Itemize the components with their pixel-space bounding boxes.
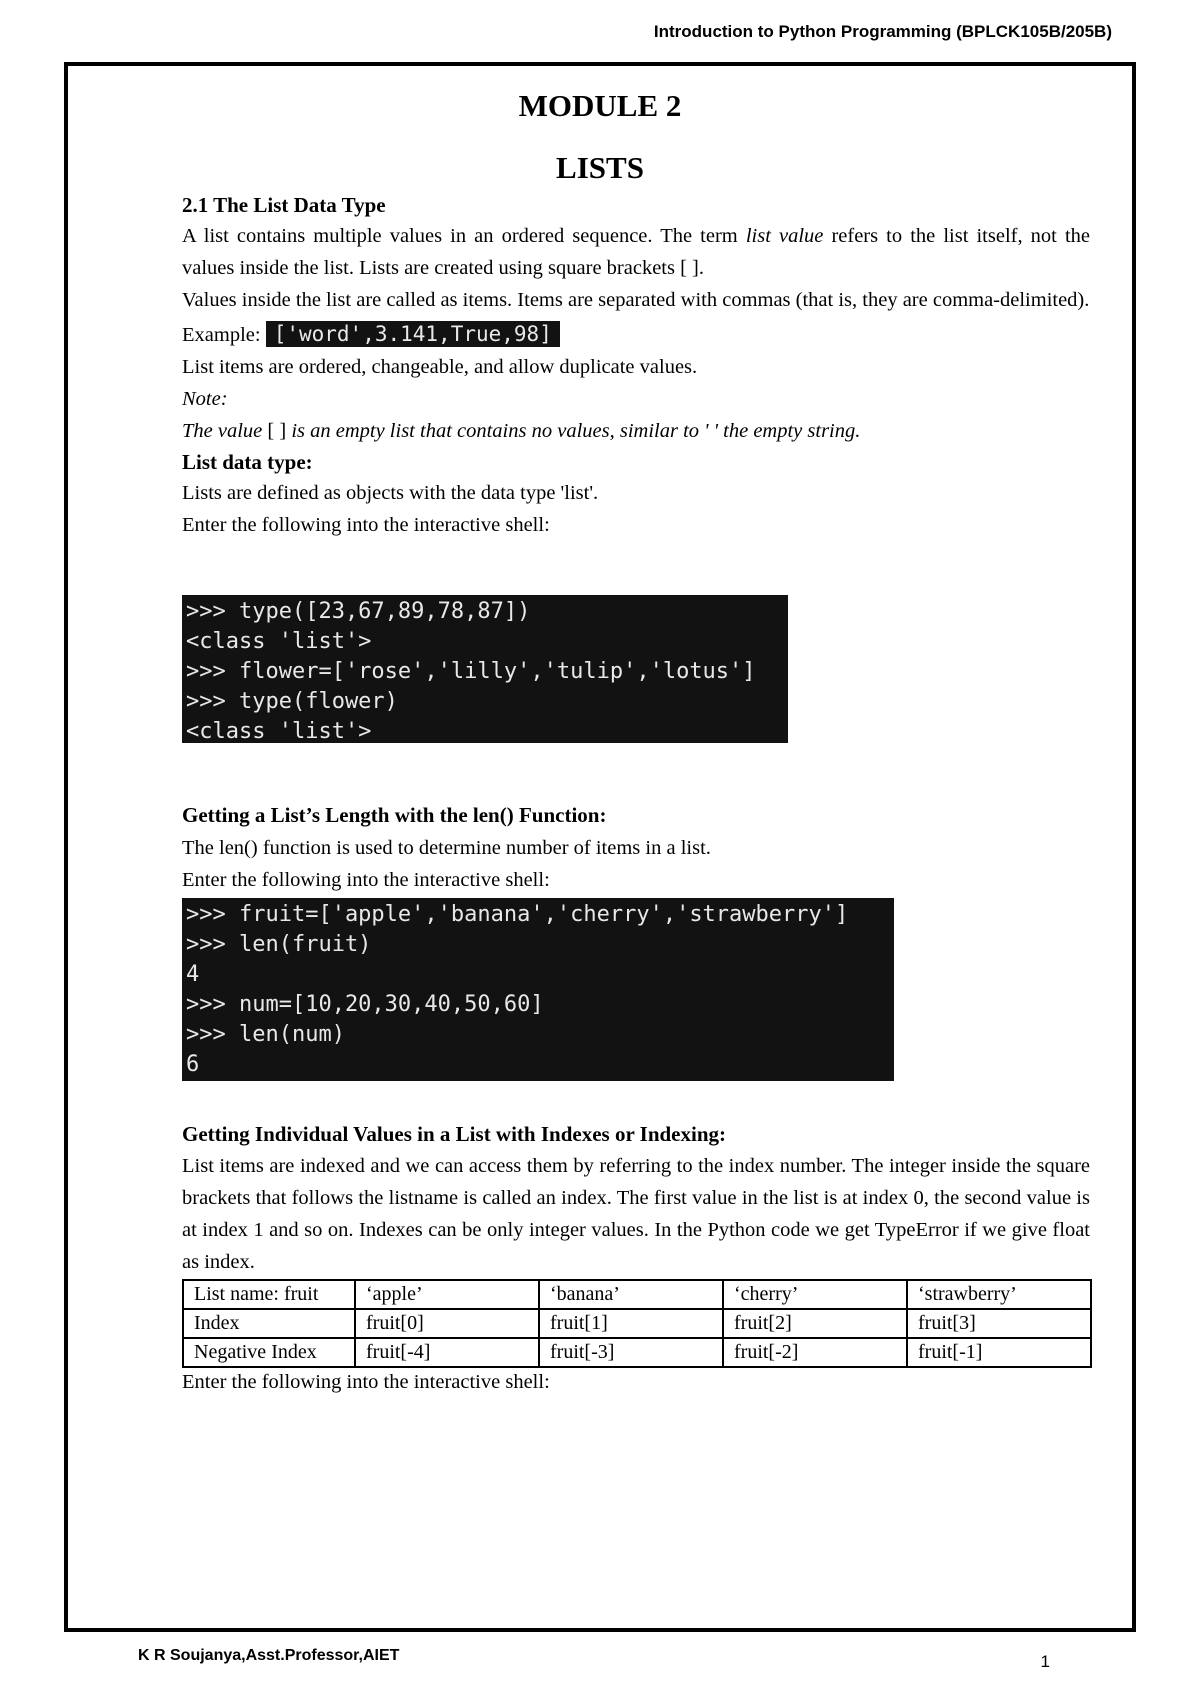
table-row: [183, 1309, 1091, 1338]
index-table: [182, 1279, 1092, 1368]
footer-author: K R Soujanya,Asst.Professor,AIET: [138, 1647, 400, 1664]
module-title: MODULE 2: [518, 88, 682, 123]
table-cell: ‘apple’: [355, 1280, 539, 1309]
table-cell: ‘strawberry’: [907, 1280, 1091, 1309]
section-2-1: [182, 190, 1090, 541]
section-heading: List data type:: [182, 450, 313, 474]
paragraph: Values inside the list are called as items. Items are separated with commas (that is, they are comma-delimited).: [182, 289, 1090, 311]
paragraph: List items are indexed and we can access them by referring to the index number. The integer inside the square brackets that follows the listname is called an index. The first value in the list is at index 0, the second value is at index 1 and so on. Indexes can be only integer values. In the Python code we get TypeError if we give float as index.: [182, 1155, 1090, 1273]
table-cell: ‘banana’: [539, 1280, 723, 1309]
table-cell: fruit[1]: [539, 1309, 723, 1338]
note-text: The value [ ] is an empty list that contains no values, similar to ' ' the empty string.: [182, 420, 861, 442]
table-cell: fruit[3]: [907, 1309, 1091, 1338]
section-heading: 2.1 The List Data Type: [182, 193, 386, 217]
section-heading: Getting Individual Values in a List with Indexes or Indexing:: [182, 1122, 727, 1146]
table-row: [183, 1280, 1091, 1309]
table-cell: List name: fruit: [183, 1280, 355, 1309]
table-cell: fruit[2]: [723, 1309, 907, 1338]
table-cell: fruit[-2]: [723, 1338, 907, 1367]
page-number: 1: [1040, 1652, 1050, 1671]
example-code: ['word',3.141,True,98]: [266, 321, 560, 347]
table-cell: fruit[-3]: [539, 1338, 723, 1367]
table-cell: fruit[0]: [355, 1309, 539, 1338]
paragraph: Enter the following into the interactive shell:: [182, 1371, 550, 1393]
code-block-type: >>> type([23,67,89,78,87]) <class 'list'> >>> flower=['rose','lilly','tulip','lotus'] >>> type(flower) <class 'list'>: [182, 595, 788, 743]
table-cell: fruit[-4]: [355, 1338, 539, 1367]
table-cell: Negative Index: [183, 1338, 355, 1367]
code-block-len: >>> fruit=['apple','banana','cherry','strawberry'] >>> len(fruit) 4 >>> num=[10,20,30,40,50,60] >>> len(num) 6: [182, 898, 894, 1081]
paragraph: Enter the following into the interactive shell:: [182, 514, 550, 536]
table-cell: Index: [183, 1309, 355, 1338]
paragraph: Enter the following into the interactive shell:: [182, 869, 550, 891]
paragraph: A list contains multiple values in an ordered sequence. The term list value refers to the list itself, not the values inside the list. Lists are created using square brackets [ ].: [182, 225, 1090, 279]
running-header: Introduction to Python Programming (BPLCK105B/205B): [653, 22, 1112, 41]
paragraph: List items are ordered, changeable, and allow duplicate values.: [182, 356, 698, 378]
section-len: [182, 798, 1090, 896]
section-indexing: [182, 1118, 1090, 1278]
table-cell: ‘cherry’: [723, 1280, 907, 1309]
example-line: Example: ['word',3.141,True,98]: [182, 318, 1090, 351]
paragraph: Lists are defined as objects with the data type 'list'.: [182, 482, 599, 504]
paragraph: The len() function is used to determine number of items in a list.: [182, 837, 711, 859]
table-cell: fruit[-1]: [907, 1338, 1091, 1367]
note-label: Note:: [182, 388, 228, 410]
chapter-title: LISTS: [556, 150, 644, 185]
section-heading: Getting a List’s Length with the len() Function:: [182, 803, 607, 827]
table-row: [183, 1338, 1091, 1367]
